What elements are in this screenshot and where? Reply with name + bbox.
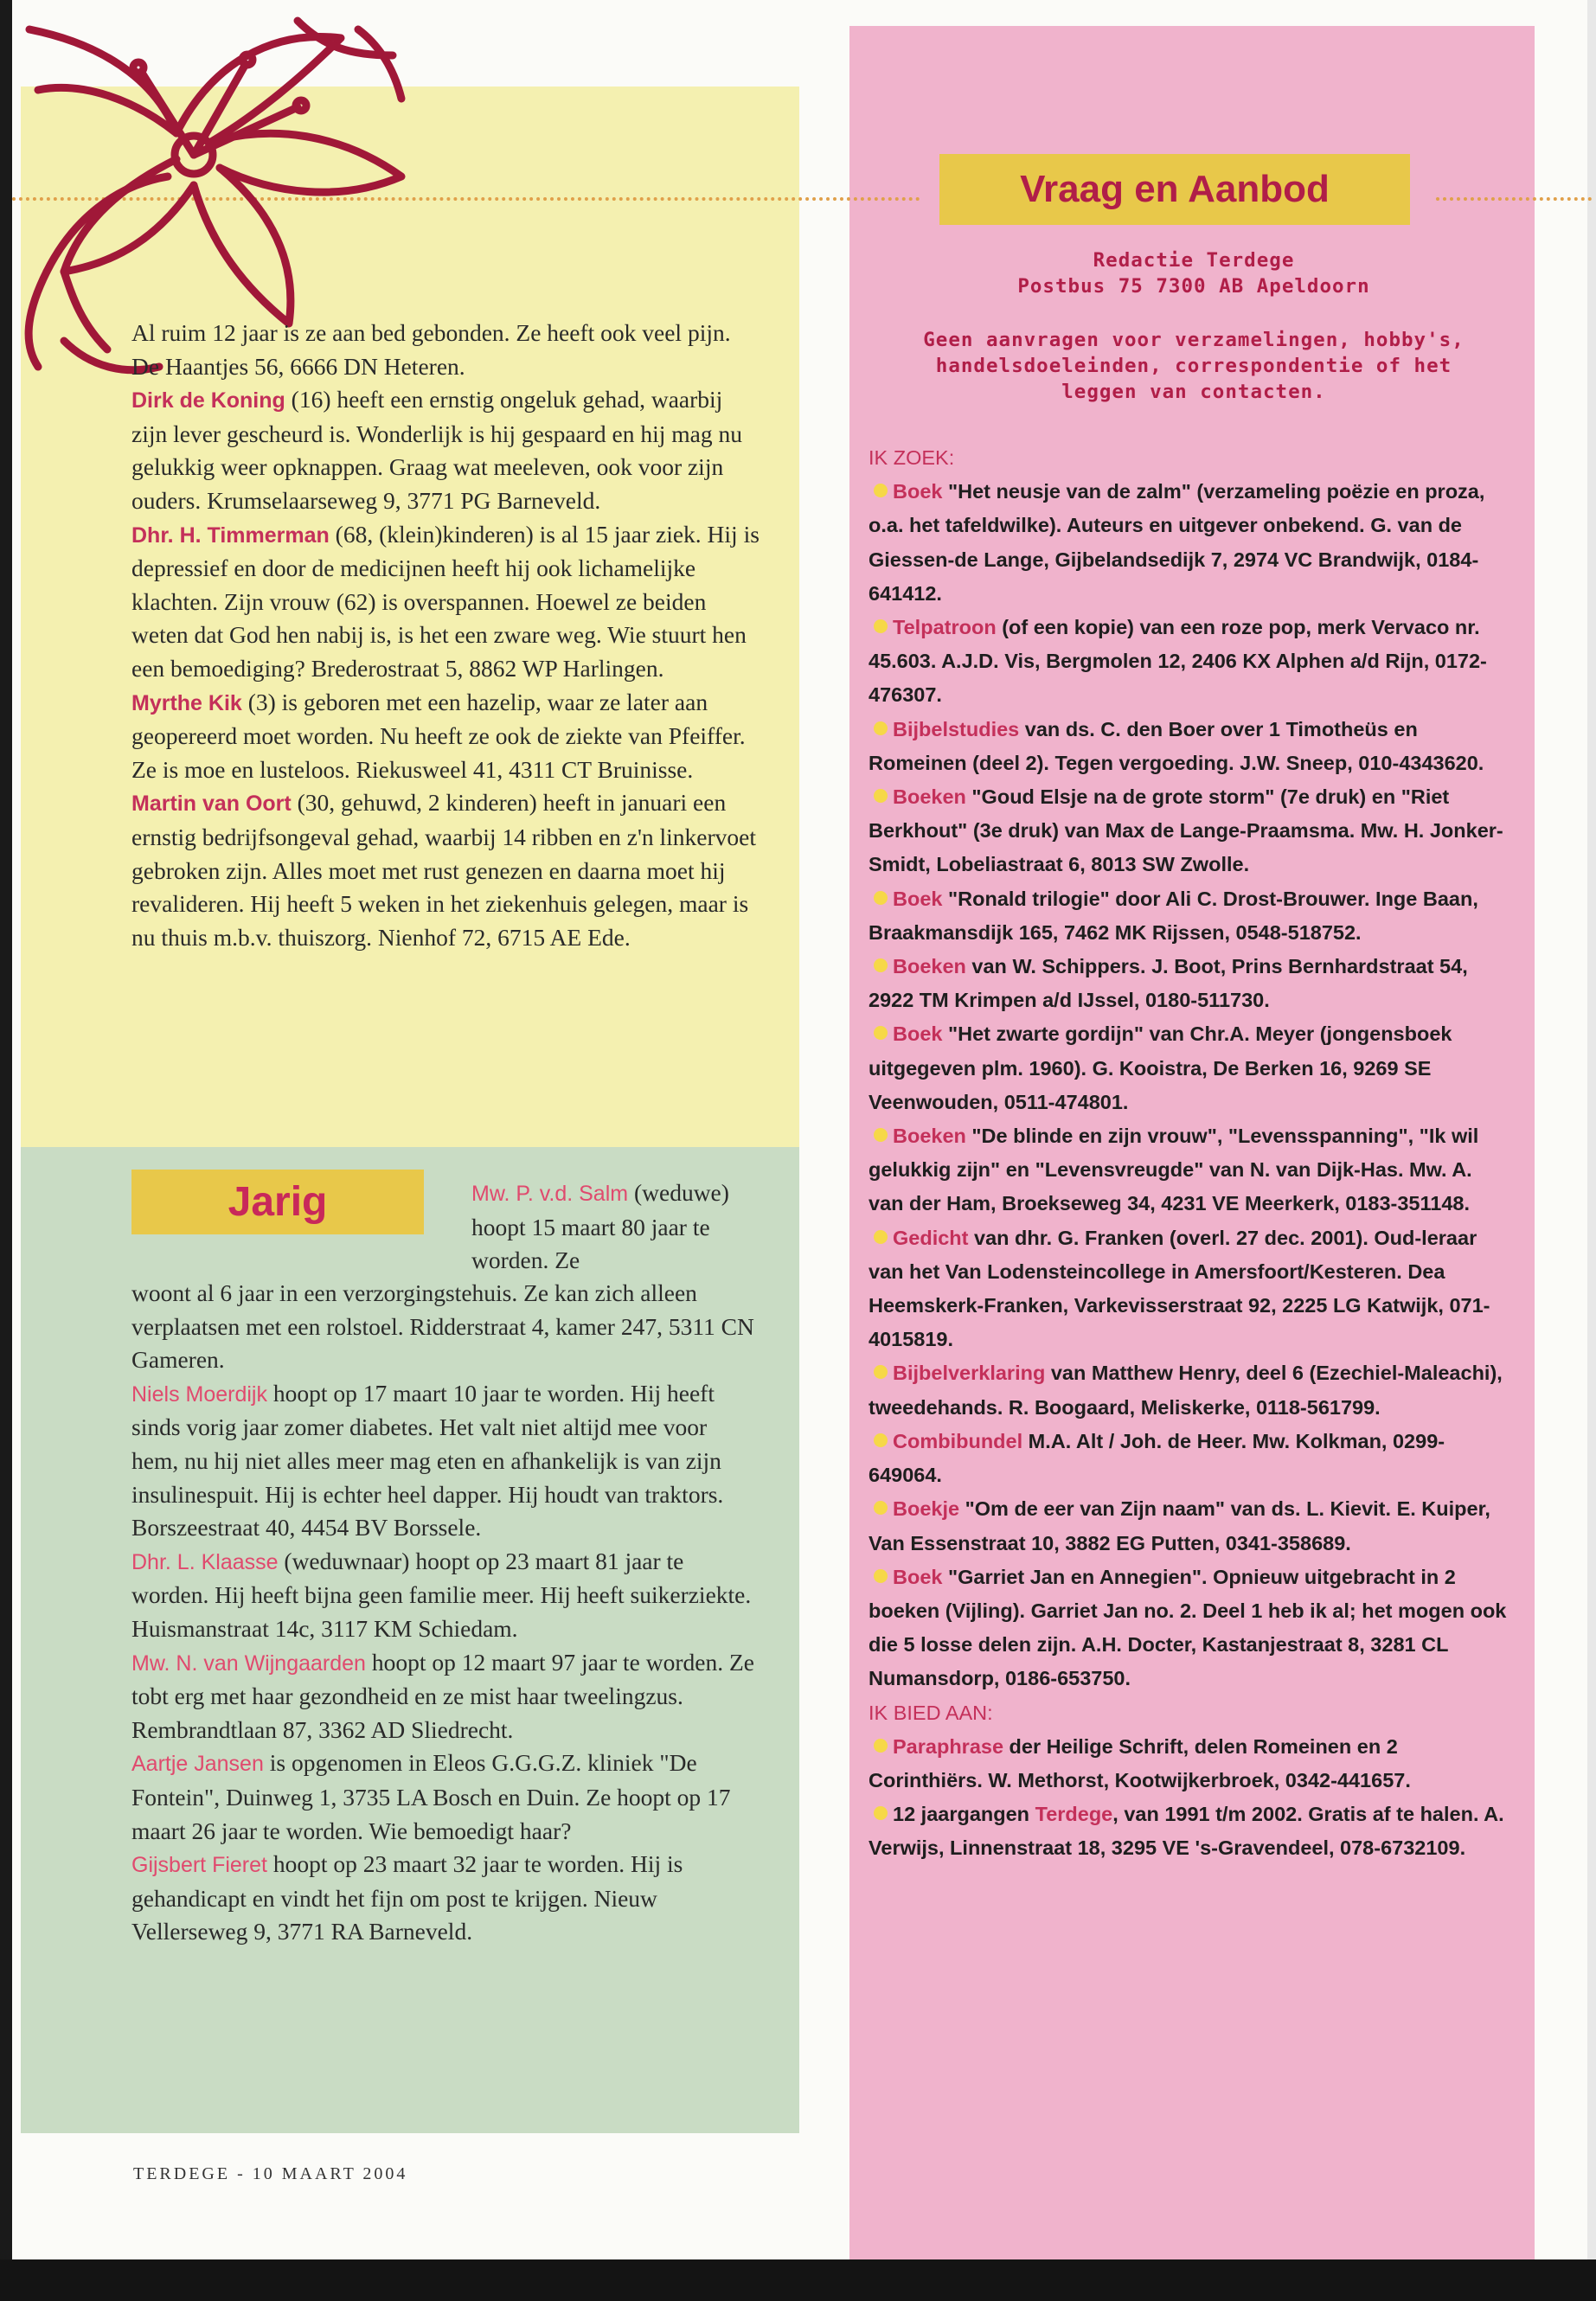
- keyword: Boek: [893, 887, 943, 910]
- item-prefix: 12 jaargangen: [893, 1803, 1035, 1826]
- item-text: hoopt op 12 maart 97 jaar te worden. Ze tobt erg met haar gezondheid en ze mist haar tweelingzus. Rembrandtlaan 87, 3362 AD Sliedrecht.: [131, 1648, 754, 1743]
- list-item: [869, 1221, 1507, 1357]
- left-column-text: [131, 317, 760, 954]
- keyword: Boeken: [893, 1125, 966, 1148]
- list-item: [869, 1119, 1507, 1221]
- jarig-heading: Jarig: [131, 1170, 424, 1234]
- person-name: Gijsbert Fieret: [131, 1853, 267, 1878]
- item-text: "Garriet Jan en Annegien". Opnieuw uitgebracht in 2 boeken (Vijling). Garriet Jan no. 2. Deel 1 heb ik al; het mogen ook die 5 losse delen zijn. A.H. Docter, Kastanjestraat 8, 3281 CL Numansdorp, 0186-653750.: [869, 1565, 1507, 1690]
- bullet-icon: [874, 1365, 888, 1379]
- keyword: Telpatroon: [893, 616, 997, 639]
- list-item: [869, 950, 1507, 1017]
- item-text: der Heilige Schrift, delen Romeinen en 2 Corinthiërs. W. Methorst, Kootwijkerbroek, 0342-441657.: [869, 1734, 1411, 1791]
- keyword: Boek: [893, 1565, 943, 1588]
- keyword: Bijbelverklaring: [893, 1362, 1046, 1385]
- item-text: van Matthew Henry, deel 6 (Ezechiel-Maleachi), tweedehands. R. Boogaard, Meliskerke, 0118-561799.: [869, 1362, 1503, 1419]
- list-item: [131, 1747, 760, 1848]
- item-text: (weduwnaar) hoopt op 23 maart 81 jaar te worden. Hij heeft bijna geen familie meer. Hij heeft suikerziekte. Huismanstraat 14c, 3117 KM Schiedam.: [131, 1547, 752, 1642]
- intro-paragraph: Al ruim 12 jaar is ze aan bed gebonden. Ze heeft ook veel pijn. De Haantjes 56, 6666 DN Heteren.: [131, 319, 731, 380]
- list-item: [131, 786, 760, 954]
- bullet-icon: [874, 958, 888, 972]
- keyword: Boek: [893, 1022, 943, 1046]
- bullet-icon: [874, 1230, 888, 1244]
- item-text: "Goud Elsje na de grote storm" (7e druk) en "Riet Berkhout" (3e druk) van Max de Lange-Praamsma. Mw. H. Jonker-Smidt, Lobeliastraat 6, 8013 SW Zwolle.: [869, 785, 1503, 876]
- bottom-scan-edge: [0, 2259, 1596, 2301]
- bullet-icon: [874, 1806, 888, 1820]
- list-item: [131, 1545, 760, 1646]
- item-text: is opgenomen in Eleos G.G.G.Z. kliniek "De Fontein", Duinweg 1, 3735 LA Bosch en Duin. Ze hoopt op 17 maart 26 jaar te worden. Wie bemoedigt haar?: [131, 1749, 731, 1844]
- person-name: Myrthe Kik: [131, 690, 242, 715]
- item-text: hoopt op 23 maart 32 jaar te worden. Hij is gehandicapt en vindt het fijn om post te krijgen. Nieuw Vellerseweg 9, 3771 RA Barneveld.: [131, 1850, 683, 1945]
- person-name: Martin van Oort: [131, 792, 292, 817]
- item-text: "Het zwarte gordijn" van Chr.A. Meyer (jongensboek uitgegeven plm. 1960). G. Kooistra, De Berken 16, 9269 SE Veenwouden, 0511-474801.: [869, 1022, 1452, 1113]
- vraag-en-aanbod-heading: Vraag en Aanbod: [939, 154, 1410, 225]
- list-item: [869, 1356, 1507, 1424]
- item-text: "Het neusje van de zalm" (verzameling poëzie en proza, o.a. het tafeldwilke). Auteurs en uitgever onbekend. G. van de Giessen-de Lange, Gijbelandsedijk 7, 2974 VC Brandwijk, 0184-641412.: [869, 480, 1485, 605]
- vraag-column-text: [869, 441, 1507, 1866]
- list-item: [869, 1730, 1507, 1798]
- item-text: "Ronald trilogie" door Ali C. Drost-Brouwer. Inge Baan, Braakmansdijk 165, 7462 MK Rijssen, 0548-518752.: [869, 887, 1478, 944]
- bullet-icon: [874, 1739, 888, 1753]
- list-item: [869, 475, 1507, 611]
- jarig-column-text: [131, 1277, 760, 1949]
- keyword: Terdege: [1035, 1803, 1113, 1826]
- list-item: [869, 1425, 1507, 1492]
- bullet-icon: [874, 1128, 888, 1142]
- person-name: Niels Moerdijk: [131, 1381, 267, 1407]
- list-item: [869, 1492, 1507, 1560]
- list-item: [131, 1646, 760, 1747]
- item-text: van W. Schippers. J. Boot, Prins Bernhardstraat 54, 2922 TM Krimpen a/d IJssel, 0180-511730.: [869, 955, 1468, 1012]
- bullet-icon: [874, 721, 888, 735]
- bullet-icon: [874, 891, 888, 905]
- right-scan-edge: [1587, 0, 1596, 2259]
- person-name: Mw. P. v.d. Salm: [471, 1182, 629, 1206]
- bullet-icon: [874, 1026, 888, 1040]
- left-scan-edge: [0, 0, 12, 2259]
- list-item: [131, 1377, 760, 1545]
- list-item: [869, 882, 1507, 950]
- item-text: "Om de eer van Zijn naam" van ds. L. Kievit. E. Kuiper, Van Essenstraat 10, 3882 EG Putten, 0341-358689.: [869, 1497, 1490, 1554]
- item-text: , van 1991 t/m 2002. Gratis af te halen. A. Verwijs, Linnenstraat 18, 3295 VE 's-Gravendeel, 078-6732109.: [869, 1803, 1504, 1860]
- list-item: [869, 1017, 1507, 1119]
- notice-text: Geen aanvragen voor verzamelingen, hobby's, handelsdoeleinden, correspondentie of het leggen van contacten.: [923, 329, 1465, 403]
- item-text: (weduwe) hoopt 15 maart 80 jaar te worden. Ze: [471, 1179, 729, 1274]
- ik-bied-aan-label: IK BIED AAN:: [869, 1701, 993, 1724]
- jarig-first-continuation: woont al 6 jaar in een verzorgingstehuis. Ze kan zich alleen verplaatsen met een rolstoel. Ridderstraat 4, kamer 247, 5311 CN Gameren.: [131, 1279, 754, 1374]
- item-text: hoopt op 17 maart 10 jaar te worden. Hij heeft sinds vorig jaar zomer diabetes. Het valt niet altijd mee voor hem, nu hij niet alles meer mag eten en afhankelijk is van zijn insulinespuit. Hij is echter heel dapper. Hij houdt van traktors. Borszeestraat 40, 4454 BV Borssele.: [131, 1379, 724, 1541]
- bullet-icon: [874, 619, 888, 633]
- list-item: [131, 686, 760, 787]
- list-item: [869, 1798, 1507, 1865]
- bullet-icon: [874, 789, 888, 803]
- keyword: Boek: [893, 480, 943, 503]
- list-item: [869, 713, 1507, 780]
- item-text: (3) is geboren met een hazelip, waar ze later aan geopereerd moet worden. Nu heeft ze ook de ziekte van Pfeiffer. Ze is moe en lusteloos. Riekusweel 41, 4311 CT Bruinisse.: [131, 688, 746, 783]
- bullet-icon: [874, 484, 888, 497]
- item-text: "De blinde en zijn vrouw", "Levensspanning", "Ik wil gelukkig zijn" en "Levensvreugde" van N. van Dijk-Has. Mw. A. van der Ham, Broekseweg 34, 4231 VE Meerkerk, 0183-351148.: [869, 1125, 1479, 1215]
- person-name: Mw. N. van Wijngaarden: [131, 1650, 366, 1676]
- item-text: van dhr. G. Franken (overl. 27 dec. 2001). Oud-leraar van het Van Lodensteincollege in Amersfoort/Kesteren. Dea Heemskerk-Franken, Varkevisserstraat 92, 2225 LG Katwijk, 071-4015819.: [869, 1226, 1490, 1351]
- dotted-rule: [1436, 197, 1592, 201]
- item-text: M.A. Alt / Joh. de Heer. Mw. Kolkman, 0299-649064.: [869, 1429, 1445, 1487]
- keyword: Boekje: [893, 1497, 960, 1521]
- list-item: [869, 611, 1507, 713]
- bullet-icon: [874, 1569, 888, 1583]
- jarig-first-item: [471, 1176, 766, 1278]
- item-text: (16) heeft een ernstig ongeluk gehad, waarbij zijn lever gescheurd is. Wonderlijk is hij gespaard en hij mag nu gelukkig weer opknappen. Graag wat meeleven, ook voor zijn ouders. Krumselaarseweg 9, 3771 PG Barneveld.: [131, 386, 742, 514]
- item-text: (68, (klein)kinderen) is al 15 jaar ziek. Hij is depressief en door de medicijnen heeft hij ook lichamelijke klachten. Zijn vrouw (62) is overspannen. Hoewel ze beiden weten dat God hen nabij is, is het een zware weg. Wie stuurt hen een bemoediging? Brederostraat 5, 8862 WP Harlingen.: [131, 520, 760, 682]
- keyword: Combibundel: [893, 1429, 1023, 1452]
- person-name: Aartje Jansen: [131, 1752, 264, 1777]
- page-footer: TERDEGE - 10 MAART 2004: [133, 2164, 408, 2183]
- postbus-line: Postbus 75 7300 AB Apeldoorn: [1017, 275, 1370, 298]
- redactie-line: Redactie Terdege: [1093, 249, 1295, 272]
- bullet-icon: [874, 1433, 888, 1447]
- ik-zoek-label: IK ZOEK:: [869, 446, 955, 469]
- keyword: Boeken: [893, 955, 966, 978]
- keyword: Bijbelstudies: [893, 717, 1020, 740]
- person-name: Dhr. L. Klaasse: [131, 1549, 279, 1574]
- list-item: [131, 518, 760, 686]
- list-item: [869, 780, 1507, 882]
- list-item: [131, 383, 760, 517]
- item-text: (of een kopie) van een roze pop, merk Vervaco nr. 45.603. A.J.D. Vis, Bergmolen 12, 2406 KX Alphen a/d Rijn, 0172-476307.: [869, 616, 1487, 707]
- bullet-icon: [874, 1501, 888, 1515]
- keyword: Gedicht: [893, 1226, 969, 1249]
- item-text: (30, gehuwd, 2 kinderen) heeft in januari een ernstig bedrijfsongeval gehad, waarbij 14 ribben en z'n linkervoet gebroken zijn. Alles moet met rust genezen en daarna moet hij revalideren. Hij heeft 5 weken in het ziekenhuis gelegen, maar is nu thuis m.b.v. thuiszorg. Nienhof 72, 6715 AE Ede.: [131, 789, 757, 951]
- person-name: Dirk de Koning: [131, 388, 285, 413]
- keyword: Paraphrase: [893, 1734, 1004, 1758]
- list-item: [131, 1848, 760, 1949]
- list-item: [869, 1561, 1507, 1696]
- item-text: van ds. C. den Boer over 1 Timotheüs en Romeinen (deel 2). Tegen vergoeding. J.W. Sneep, 010-4343620.: [869, 717, 1484, 774]
- keyword: Boeken: [893, 785, 966, 809]
- person-name: Dhr. H. Timmerman: [131, 522, 330, 548]
